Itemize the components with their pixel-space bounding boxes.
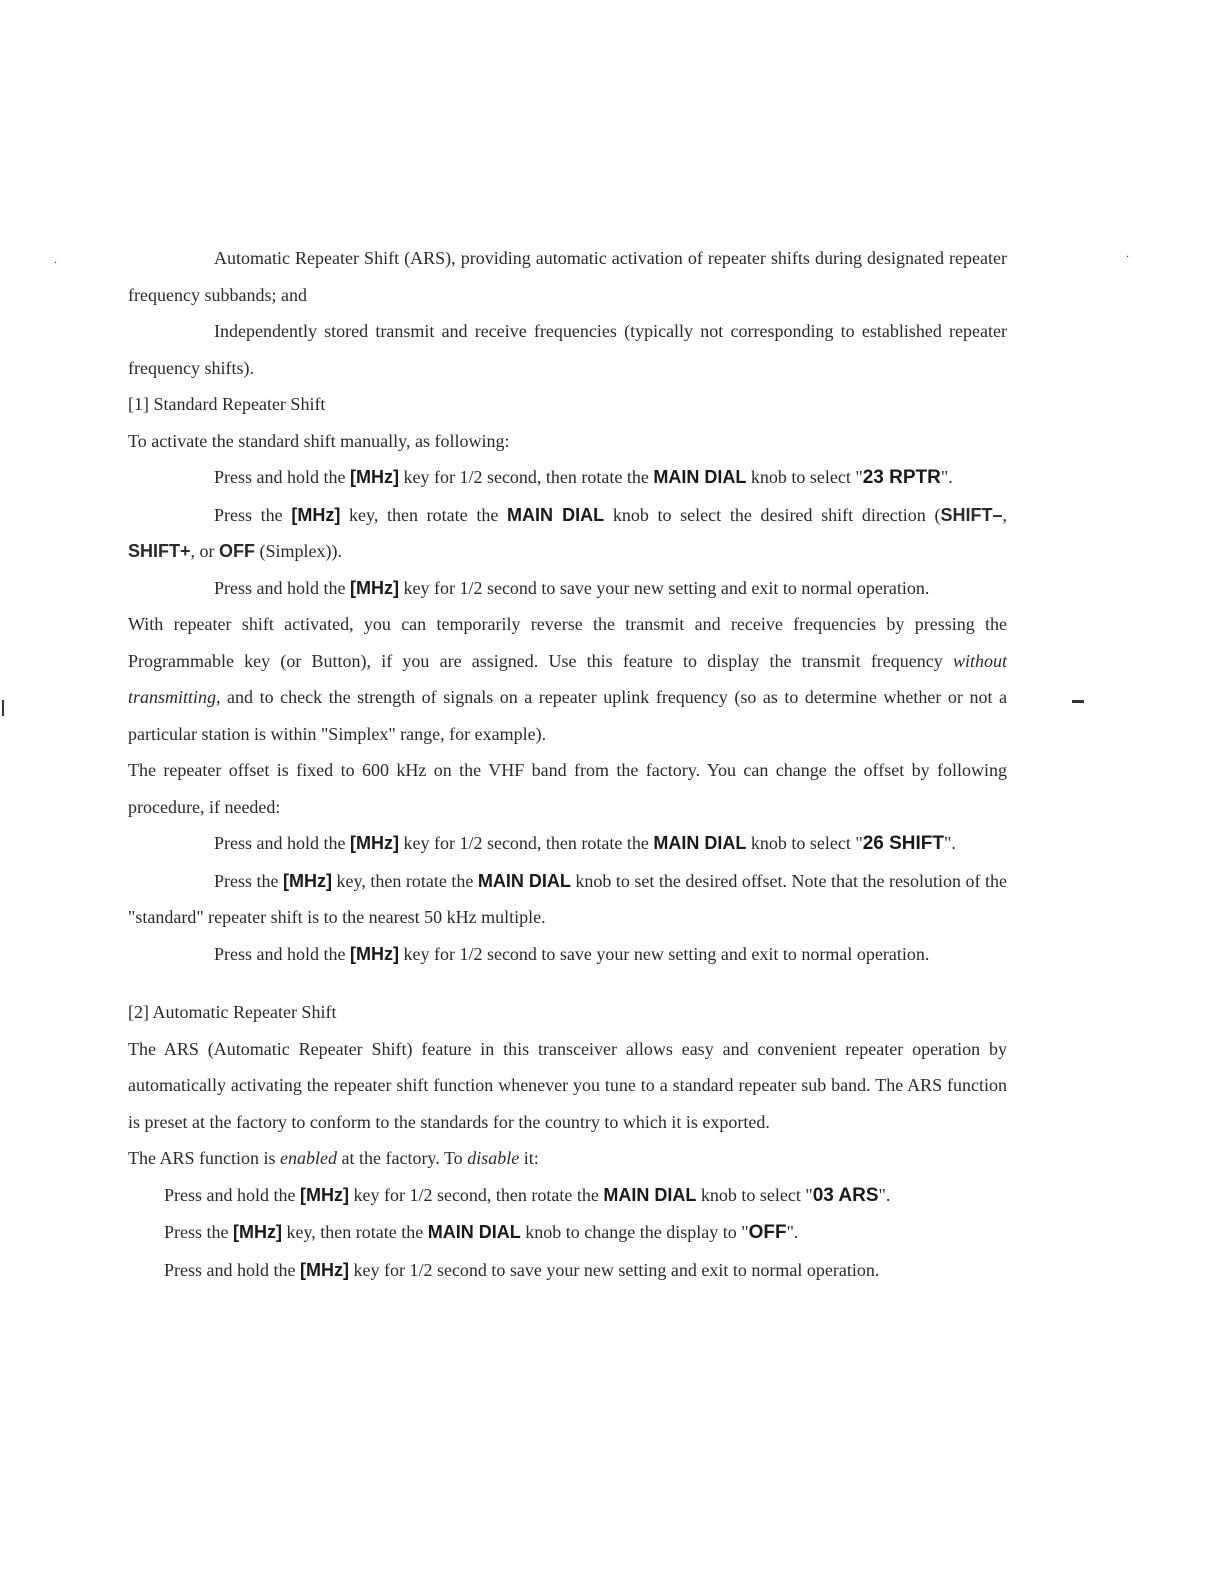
paragraph-text: To activate the standard shift manually, as following: [128, 430, 510, 451]
paragraph-offset [128, 752, 1007, 825]
section-heading-standard-shift [128, 386, 1007, 423]
paragraph-text: Independently stored transmit and receive frequencies (typically not corresponding to established repeater frequency shifts). [128, 321, 1007, 378]
step-text: knob to select " [746, 833, 863, 853]
key-label: [MHz] [299, 1184, 349, 1205]
paragraph-disable-intro [128, 1140, 1007, 1177]
scan-speck-left: · [54, 258, 58, 269]
control-label: MAIN DIAL [506, 504, 605, 525]
step-save-offset [128, 936, 1007, 973]
paragraph-split-frequencies [128, 313, 1007, 386]
step-text: (Simplex)). [255, 541, 343, 561]
step-text: Press the [164, 1222, 233, 1242]
step-text: ". [940, 467, 953, 487]
step-text: knob to set the desired offset. Note that the resolution of the "standard" repeater shift is to the nearest 50 kHz multiple. [128, 870, 1007, 927]
step-text: key, then rotate the [340, 504, 507, 525]
paragraph-activate-intro [128, 423, 1007, 460]
step-text: knob to select " [696, 1184, 813, 1205]
step-select-shift [128, 825, 1007, 863]
option-label: SHIFT– [940, 504, 1003, 525]
paragraph-ars-description [128, 1031, 1007, 1141]
step-text: key for 1/2 second, then rotate the [398, 833, 654, 853]
control-label: MAIN DIAL [477, 870, 571, 891]
control-label: MAIN DIAL [427, 1222, 521, 1242]
key-label: [MHz] [349, 833, 399, 853]
heading-text: [2] Automatic Repeater Shift [128, 1002, 337, 1022]
step-text: key for 1/2 second to save your new setting and exit to normal operation. [398, 577, 930, 598]
step-text: knob to select the desired shift direction ( [604, 504, 941, 525]
step-select-direction [128, 497, 1007, 570]
key-label: [MHz] [349, 467, 399, 487]
step-text: key for 1/2 second to save your new setting and exit to normal operation. [398, 943, 930, 964]
paragraph-text: , and to check the strength of signals on a repeater uplink frequency (so as to determine whether or not a particular station is within "Simplex" range, for example). [128, 687, 1007, 744]
step-text: Press the [214, 504, 292, 525]
step-text: Press and hold the [214, 833, 350, 853]
step-select-rptr [128, 459, 1007, 497]
step-text: , or [190, 541, 220, 561]
step-save-ars [128, 1252, 1007, 1289]
hole-punch-mark-right [1072, 700, 1084, 703]
menu-item-label: 03 ARS [812, 1184, 879, 1206]
key-label: [MHz] [299, 1259, 349, 1280]
step-text: key for 1/2 second, then rotate the [398, 467, 654, 487]
hole-punch-mark-left [2, 700, 12, 716]
menu-item-label: 26 SHIFT [862, 833, 945, 854]
step-text: key, then rotate the [281, 1222, 428, 1242]
step-select-ars [128, 1177, 1007, 1215]
step-text: key, then rotate the [332, 870, 478, 891]
step-text: Press and hold the [214, 577, 350, 598]
step-text: knob to change the display to " [520, 1222, 749, 1242]
step-text: knob to select " [746, 467, 863, 487]
heading-text: [1] Standard Repeater Shift [128, 394, 326, 414]
key-label: [MHz] [349, 943, 399, 964]
document-body [128, 240, 1007, 1288]
key-label: [MHz] [233, 1222, 282, 1242]
step-text: Press and hold the [214, 943, 350, 964]
paragraph-text: at the factory. To [336, 1148, 468, 1168]
key-label: [MHz] [291, 504, 341, 525]
emphasis-text: without transmitting [128, 650, 1007, 707]
paragraph-text: The ARS (Automatic Repeater Shift) feature in this transceiver allows easy and convenient repeater operation by automatically activating the repeater shift function whenever you tune to a standard repeater sub band. The ARS function is preset at the factory to conform to the standards for the country to which it is exported. [128, 1038, 1007, 1132]
key-label: [MHz] [283, 870, 332, 891]
key-label: [MHz] [349, 577, 399, 598]
menu-item-label: 23 RPTR [862, 467, 941, 488]
step-text: key for 1/2 second to save your new setting and exit to normal operation. [348, 1259, 880, 1280]
control-label: MAIN DIAL [653, 467, 747, 487]
step-text: key for 1/2 second, then rotate the [348, 1184, 604, 1205]
step-text: Press and hold the [164, 1184, 300, 1205]
option-label: OFF [219, 541, 256, 561]
section-heading-automatic-shift [128, 994, 1007, 1031]
paragraph-reverse [128, 606, 1007, 752]
emphasis-text: disable [467, 1148, 520, 1168]
paragraph-ars-bullet [128, 240, 1007, 313]
step-text: , [1002, 504, 1007, 525]
control-label: MAIN DIAL [653, 833, 747, 853]
scan-speck-right: · [1126, 252, 1130, 263]
step-set-ars-off [128, 1214, 1007, 1252]
section-spacer [128, 972, 1007, 994]
step-text: Press and hold the [214, 467, 350, 487]
control-label: MAIN DIAL [603, 1184, 697, 1205]
step-text: ". [786, 1222, 799, 1242]
step-text: Press and hold the [164, 1259, 300, 1280]
step-set-offset [128, 863, 1007, 936]
step-text: ". [878, 1184, 891, 1205]
paragraph-text: The ARS function is [128, 1148, 280, 1168]
step-text: Press the [214, 870, 284, 891]
paragraph-text: With repeater shift activated, you can temporarily reverse the transmit and receive frequencies by pressing the Programmable key (or Button), if you are assigned. Use this feature to display the transmit frequency [128, 614, 1007, 671]
option-label: OFF [748, 1222, 787, 1243]
paragraph-text: it: [519, 1148, 539, 1168]
emphasis-text: enabled [280, 1148, 337, 1168]
paragraph-text: Automatic Repeater Shift (ARS), providing automatic activation of repeater shifts during designated repeater frequency subbands; and [128, 248, 1007, 305]
option-label: SHIFT+ [128, 541, 191, 561]
step-text: ". [944, 833, 956, 853]
step-save-setting [128, 570, 1007, 607]
paragraph-text: The repeater offset is fixed to 600 kHz on the VHF band from the factory. You can change the offset by following procedure, if needed: [128, 760, 1007, 817]
